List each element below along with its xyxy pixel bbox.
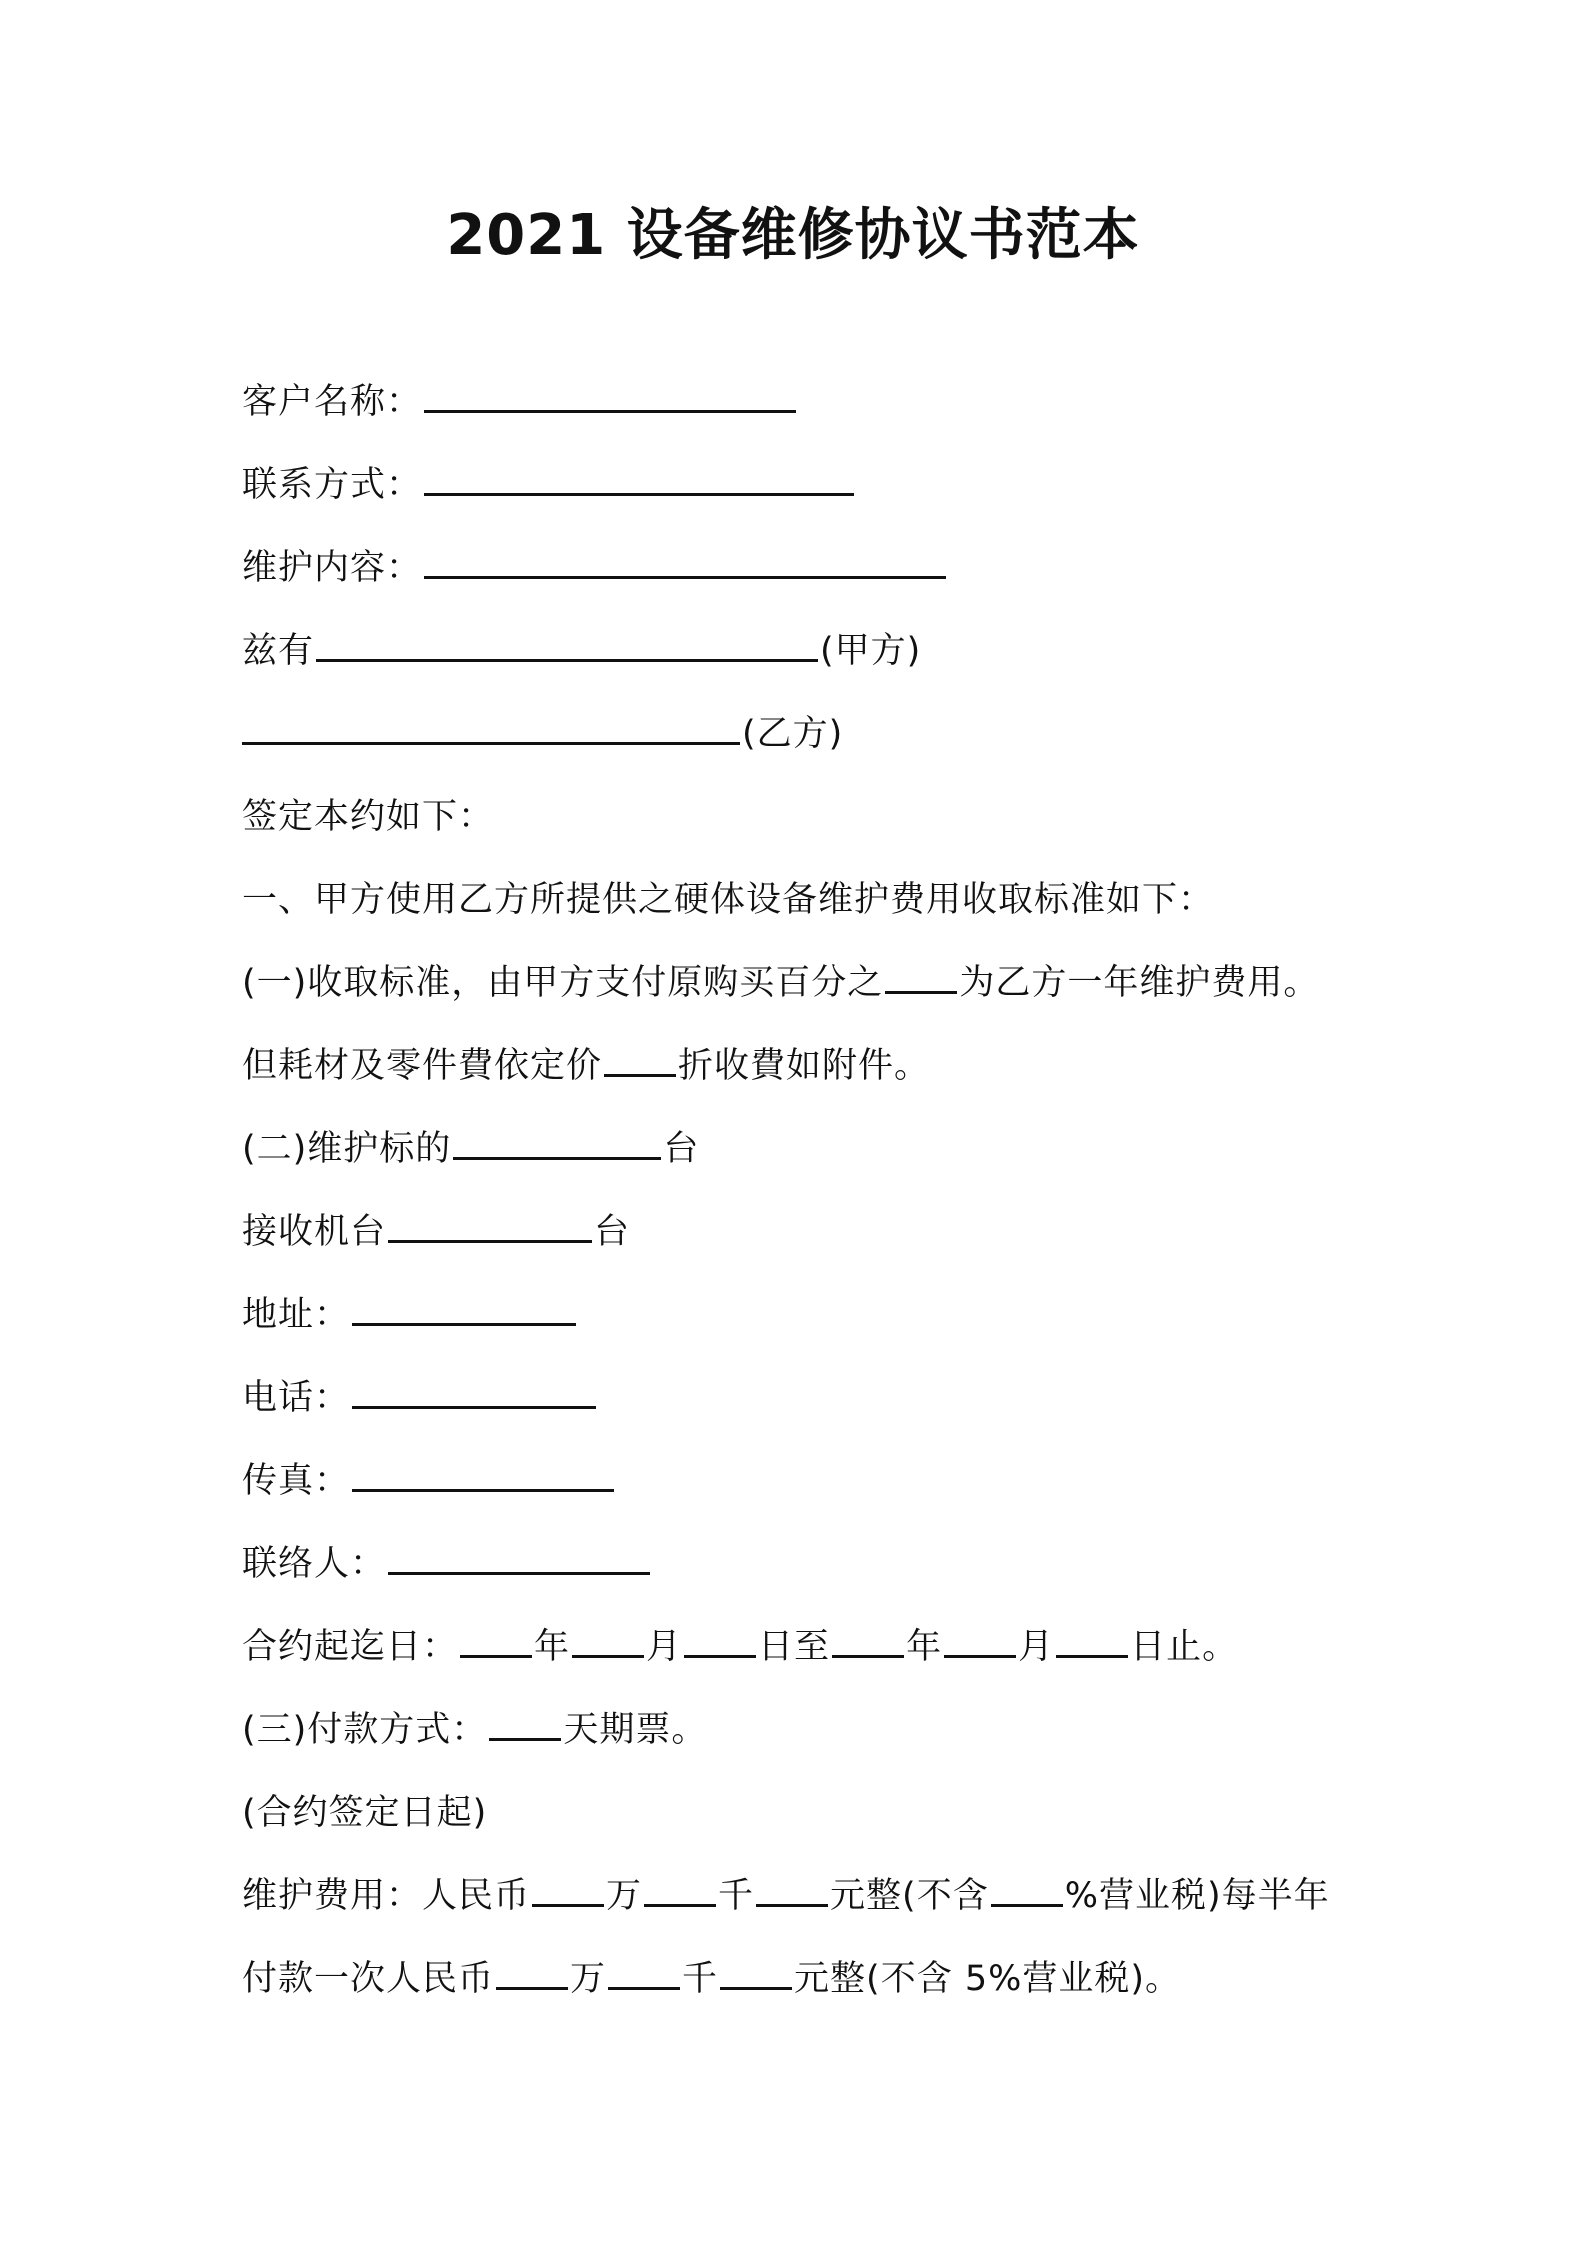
start-day-blank[interactable] [684,1621,756,1658]
agree-line: 签定本约如下： [242,797,495,837]
discount-blank[interactable] [604,1040,676,1077]
target-count-blank[interactable] [453,1123,661,1160]
maintenance-content-blank[interactable] [424,542,946,579]
start-year-blank[interactable] [460,1621,532,1658]
item1-text-d: 折收費如附件。 [678,1046,931,1086]
payment-method-line [242,1700,707,1760]
phone-label: 电话： [242,1378,351,1418]
clause1-item1-line [242,953,1319,1013]
fee-label: 维护费用：人民币 [242,1876,531,1916]
contact-person-blank[interactable] [388,1538,650,1575]
customer-name-line [242,372,798,432]
fax-line [242,1451,616,1511]
year2-label: 年 [906,1627,943,1667]
party-b-blank[interactable] [242,708,740,745]
payment-days-blank[interactable] [489,1704,561,1741]
pay-wan-blank[interactable] [496,1953,568,1990]
maintenance-content-line [242,538,948,598]
address-label: 地址： [242,1295,351,1335]
item1-text-a: (一)收取标准，由甲方支付原购买百分之 [242,963,884,1003]
receiver-line [242,1202,630,1262]
contact-label: 联系方式： [242,465,423,505]
phone-line [242,1368,598,1428]
receiver-unit: 台 [594,1212,631,1252]
day-to-label: 日至 [758,1627,831,1667]
qian-label: 千 [718,1876,755,1916]
day-end-label: 日止。 [1130,1627,1239,1667]
party-b-label: (乙方) [742,714,844,754]
percent-blank[interactable] [885,957,957,994]
end-year-blank[interactable] [832,1621,904,1658]
clause1-item1-cont-line [242,1036,930,1096]
period-line [242,1617,1238,1677]
year-label: 年 [534,1627,571,1667]
hereby-prefix: 兹有 [242,631,315,671]
end-day-blank[interactable] [1056,1621,1128,1658]
wan2-label: 万 [570,1959,607,1999]
fee-yuan-blank[interactable] [756,1870,828,1907]
payment-line [242,1949,1181,2009]
fee-text-b: 元整(不含 [830,1876,989,1916]
fax-blank[interactable] [352,1455,614,1492]
address-blank[interactable] [352,1289,576,1326]
clause1-heading: 一、甲方使用乙方所提供之硬体设备维护费用收取标准如下： [242,880,1215,920]
fee-qian-blank[interactable] [644,1870,716,1907]
start-month-blank[interactable] [572,1621,644,1658]
customer-name-label: 客户名称： [242,382,423,422]
wan-label: 万 [606,1876,643,1916]
pay-yuan-blank[interactable] [720,1953,792,1990]
document-title: 2021 设备维修协议书范本 [446,203,1140,268]
pay-qian-blank[interactable] [608,1953,680,1990]
party-a-blank[interactable] [316,625,818,662]
contact-line [242,455,856,515]
payment-text-b: 元整(不含 5%营业税)。 [794,1959,1182,1999]
fax-label: 传真： [242,1461,351,1501]
receiver-count-blank[interactable] [388,1206,592,1243]
payment-days-suffix: 天期票。 [563,1710,708,1750]
month-label: 月 [646,1627,683,1667]
qian2-label: 千 [682,1959,719,1999]
period-label: 合约起迄日： [242,1627,459,1667]
item2-unit: 台 [663,1129,700,1169]
clause1-item2-line [242,1119,699,1179]
party-b-line [242,704,843,764]
phone-blank[interactable] [352,1372,596,1409]
item2-text-a: (二)维护标的 [242,1129,452,1169]
party-a-line [242,621,921,681]
payment-method-label: (三)付款方式： [242,1710,488,1750]
contact-person-label: 联络人： [242,1544,387,1584]
address-line [242,1285,578,1345]
item1-text-c: 但耗材及零件費依定价 [242,1046,603,1086]
receiver-label: 接收机台 [242,1212,387,1252]
customer-name-blank[interactable] [424,376,796,413]
tax-rate-blank[interactable] [991,1870,1063,1907]
contact-person-line [242,1534,652,1594]
maintenance-content-label: 维护内容： [242,548,423,588]
party-a-label: (甲方) [820,631,922,671]
item1-text-b: 为乙方一年维护费用。 [959,963,1320,1003]
end-month-blank[interactable] [944,1621,1016,1658]
contract-note-line: (合约签定日起) [242,1793,488,1833]
payment-label: 付款一次人民币 [242,1959,495,1999]
fee-line [242,1866,1330,1926]
fee-text-c: %营业税)每半年 [1064,1876,1330,1916]
fee-wan-blank[interactable] [532,1870,604,1907]
month2-label: 月 [1018,1627,1055,1667]
contact-blank[interactable] [424,459,854,496]
